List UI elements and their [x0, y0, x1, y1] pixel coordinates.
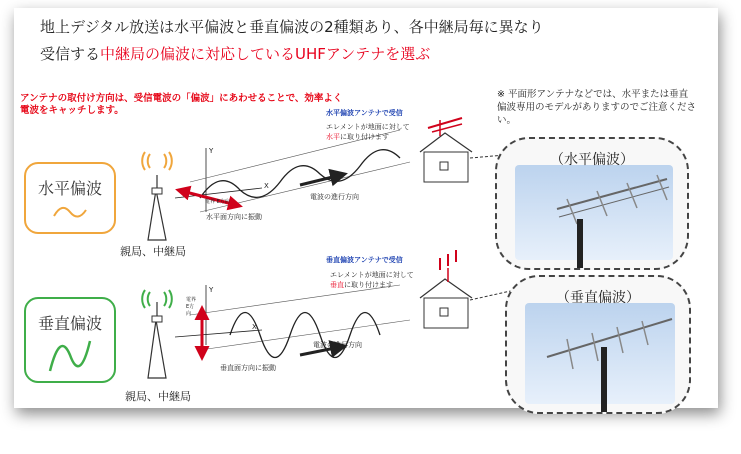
horizontal-bubble: [24, 162, 116, 234]
horizontal-station-label: 親局、中継局: [120, 245, 186, 258]
vertical-antenna-desc-2: [330, 280, 393, 290]
vertical-wave-icon: [48, 339, 92, 375]
horizontal-axis-y: Y: [209, 147, 214, 155]
vertical-antenna-desc-highlight: 垂直: [330, 281, 344, 289]
horizontal-tower-icon: [148, 175, 166, 240]
horizontal-antenna-desc-highlight: 水平: [326, 133, 340, 141]
vertical-field-label: 電界 E方向: [186, 297, 197, 317]
horizontal-field-label: 電界 E方向: [205, 199, 230, 205]
vertical-antenna-photo: [505, 275, 691, 414]
vertical-antenna-desc-rest: に取り付けます: [344, 281, 393, 289]
vertical-station-label: 親局、中継局: [125, 390, 191, 403]
vertical-travel-label: 電波の進行方向: [313, 341, 362, 349]
horizontal-vibration-label: 水平面方向に振動: [206, 213, 262, 221]
house-horizontal-icon: [420, 118, 472, 182]
horizontal-bubble-label: 水平偏波: [37, 179, 102, 198]
vertical-bubble: [24, 297, 116, 383]
vertical-tower-icon: [148, 302, 166, 378]
horizontal-wave-icon: [52, 204, 88, 220]
horizontal-antenna-icon: [497, 139, 687, 268]
header-line-2-prefix: 受信する: [40, 45, 101, 63]
horizontal-antenna-desc-1: エレメントが地面に対して: [326, 123, 410, 131]
horizontal-antenna-title: 水平偏波アンテナで受信: [326, 109, 403, 117]
vertical-antenna-desc-1: エレメントが地面に対して: [330, 271, 414, 279]
vertical-photo-caption: （垂直偏波）: [556, 290, 640, 306]
vertical-bubble-label: 垂直偏波: [37, 314, 102, 333]
header-line-1: 地上デジタル放送は水平偏波と垂直偏波の2種類あり、各中継局毎に異なり: [40, 18, 544, 36]
horizontal-travel-label: 電波の進行方向: [310, 193, 359, 201]
horizontal-antenna-desc-2: [326, 132, 389, 142]
direction-note: アンテナの取付け方向は、受信電波の「偏波」にあわせることで、効率よく電波をキャッチします。: [20, 93, 343, 116]
house-vertical-icon: [420, 250, 472, 328]
flat-antenna-note: ※ 平面形アンテナなどでは、水平または垂直偏波専用のモデルがありますのでご注意ください。: [497, 89, 697, 126]
vertical-antenna-icon: [507, 277, 689, 412]
vertical-antenna-title: 垂直偏波アンテナで受信: [326, 256, 403, 264]
horizontal-photo-caption: （水平偏波）: [550, 152, 634, 168]
vertical-axis-x: X: [252, 323, 257, 331]
horizontal-antenna-desc-rest: に取り付けます: [340, 133, 389, 141]
horizontal-axis-x: X: [264, 182, 269, 190]
vertical-vibration-label: 垂直面方向に振動: [220, 364, 276, 372]
vertical-axis-y: Y: [209, 286, 214, 294]
horizontal-wave: [200, 150, 400, 198]
vertical-wave-figure: [175, 285, 410, 358]
horizontal-signal-icon: [142, 152, 172, 170]
header-line-2-highlight: 中継局の偏波に対応しているUHFアンテナを選ぶ: [100, 45, 431, 63]
horizontal-antenna-photo: [495, 137, 689, 270]
